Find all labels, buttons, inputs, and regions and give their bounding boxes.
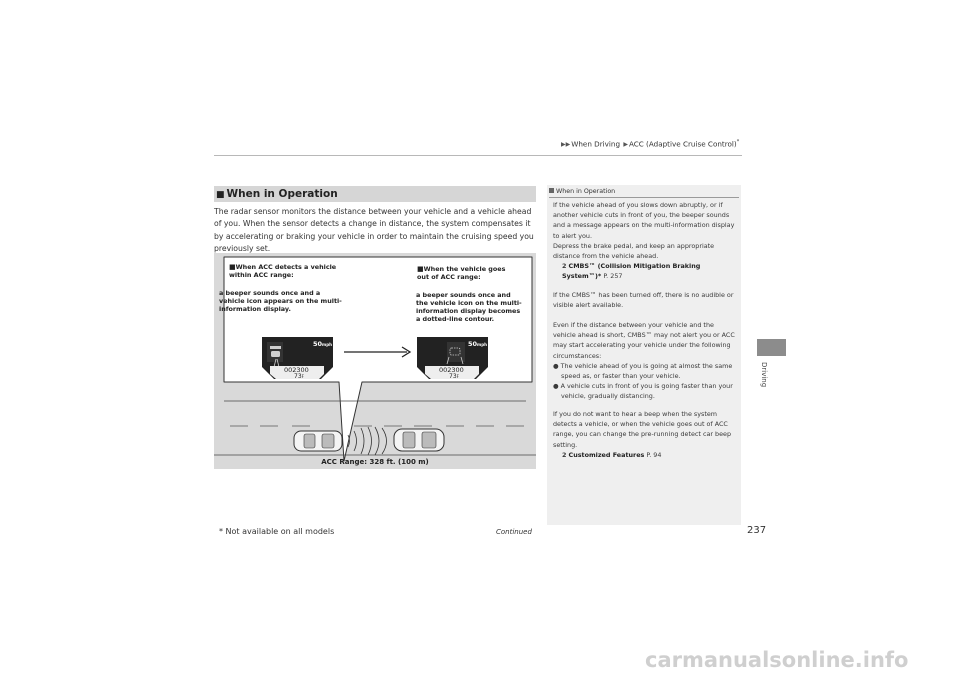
note-heading: When in Operation	[549, 188, 739, 198]
caption-right-desc: a beeper sounds once and the vehicle icon on the multi- information display becomes a dotted-line contour.	[416, 291, 522, 323]
square-bullet-icon: ■	[229, 263, 236, 271]
breadcrumb-arrow-icon: ▶	[623, 141, 628, 149]
own-vehicle	[294, 431, 342, 451]
reference-page: P. 257	[603, 272, 623, 281]
reference-arrow-icon: 2	[562, 450, 567, 459]
breadcrumb-item: ACC (Adaptive Cruise Control)	[628, 139, 737, 149]
header-divider	[214, 155, 742, 156]
note-paragraph: Even if the distance between your vehicle and the vehicle ahead is short, CMBS™ may not alert you or ACC may start accelerating your vehicle under the following circumstances: ● The vehicle ahead of you is going at almost the same speed as, or faster than your vehicle. ● A vehicle cuts in front of you is going faster than your vehicle, gradually distancing.	[553, 320, 738, 402]
breadcrumb-item: When Driving	[571, 139, 621, 149]
footnote: * Not available on all models	[219, 527, 335, 536]
lead-vehicle	[394, 429, 444, 451]
display-after-speed: 50mph	[468, 340, 487, 348]
caption-left-desc: a beeper sounds once and a vehicle icon appears on the multi- information display.	[219, 289, 342, 313]
asterisk-mark: *	[736, 139, 740, 145]
acc-diagram	[214, 253, 536, 469]
reference-arrow-icon: 2	[562, 262, 567, 271]
radar-waves	[348, 427, 387, 455]
square-bullet-icon: ■	[216, 190, 225, 200]
reference-link[interactable]: CMBS™ (Collision Mitigation Braking System™)*	[562, 262, 701, 281]
section-heading	[214, 186, 536, 202]
note-paragraph: If you do not want to hear a beep when the system detects a vehicle, or when the vehicle goes out of ACC range, you can change the pre-running detect car beep setting. 2 Customized Features P. 94	[553, 409, 738, 460]
display-after-temp: 73F	[449, 373, 459, 380]
watermark: carmanualsonline.info	[645, 648, 909, 672]
display-before-speed: 50mph	[313, 340, 332, 348]
display-before-odometer: 002300	[284, 366, 309, 374]
square-bullet-icon: ■	[417, 265, 424, 273]
note-paragraph: If the CMBS™ has been turned off, there is no audible or visible alert available.	[553, 291, 734, 310]
display-after-odometer: 002300	[439, 366, 464, 374]
note-paragraph: If the vehicle ahead of you slows down abruptly, or if another vehicle cuts in front of you, the beeper sounds and a message appears on the multi-information display to alert you. Depress the brake pedal, and keep an appropriate distance from the vehicle ahead. 2 CMBS™ (Collision Mitigation Braking System™)* P. 257	[553, 200, 738, 282]
display-before-temp: 73F	[294, 373, 304, 380]
intro-paragraph: The radar sensor monitors the distance between your vehicle and a vehicle ahead of you. When the sensor detects a change in distance, the system compensates it by accelerating or braking your vehicle in order to maintain the cruising speed you previously set.	[214, 207, 534, 253]
acc-range-label: ACC Range: 328 ft. (100 m)	[321, 458, 429, 466]
breadcrumb-arrow-icon: ▶▶	[561, 141, 571, 149]
section-tab-label: Driving	[760, 362, 768, 388]
section-title: When in Operation	[226, 188, 338, 200]
page-number: 237	[747, 525, 767, 536]
acc-illustration	[214, 253, 536, 469]
section-tab-marker	[757, 339, 786, 356]
note-icon	[549, 188, 554, 193]
cross-reference[interactable]	[553, 261, 738, 281]
continued-label: Continued	[496, 528, 532, 536]
list-item: ● A vehicle cuts in front of you is going faster than your vehicle, gradually distancing.	[553, 382, 733, 401]
reference-page: P. 94	[646, 450, 662, 459]
list-item: ● The vehicle ahead of you is going at almost the same speed as, or faster than your vehicle.	[553, 361, 733, 381]
breadcrumb	[560, 139, 739, 148]
caption-right-heading: ■When the vehicle goes out of ACC range:	[417, 265, 506, 281]
reference-link[interactable]: Customized Features	[568, 450, 645, 459]
cross-reference[interactable]	[553, 450, 738, 460]
caption-left-heading: ■When ACC detects a vehicle within ACC range:	[229, 263, 337, 279]
